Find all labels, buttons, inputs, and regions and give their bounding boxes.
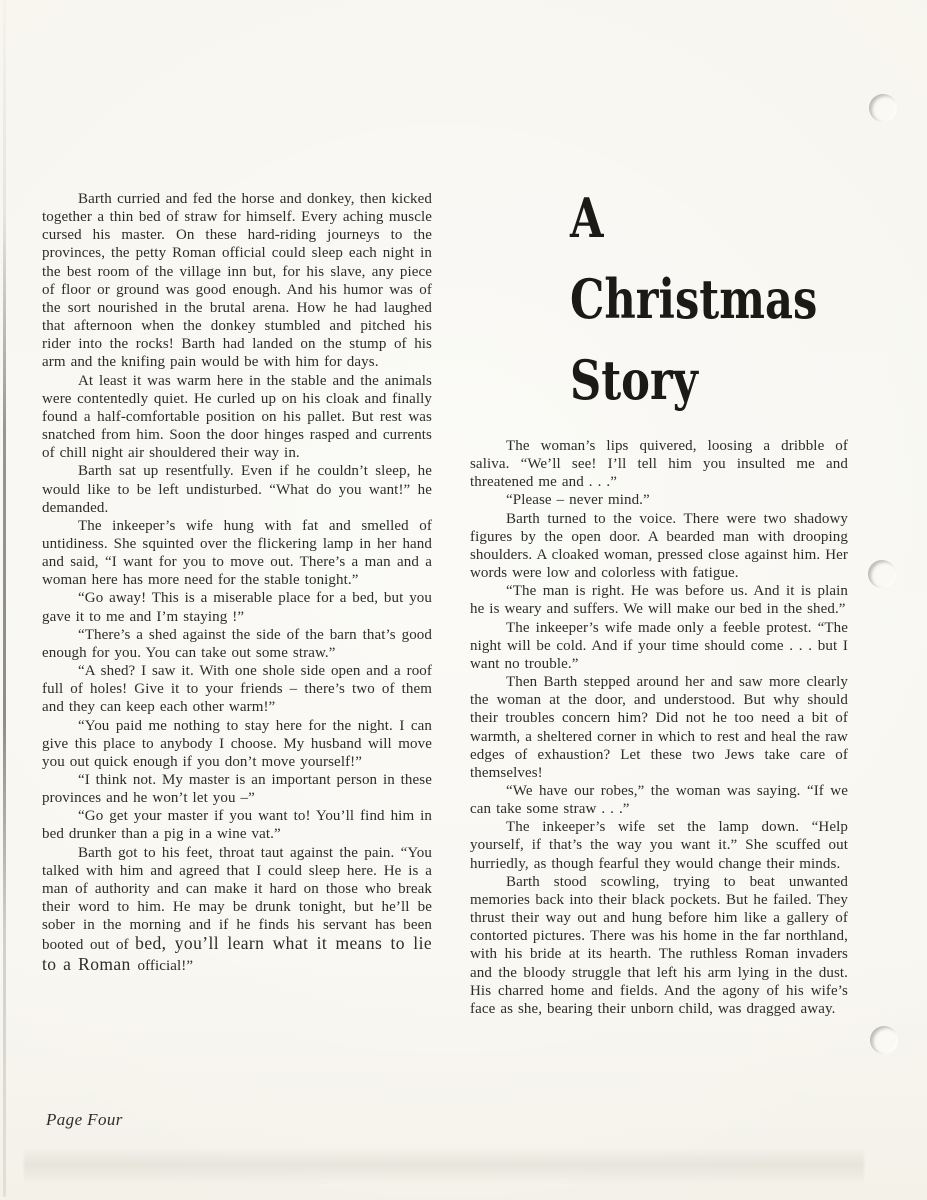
story-paragraph: “A shed? I saw it. With one shole side open and a roof full of holes! Give it to your friends – there’s two of them and they can keep each other warm!”: [42, 663, 432, 716]
story-paragraph: The inkeeper’s wife hung with fat and smelled of untidiness. She squinted over the flickering lamp in her hand and said, “I want for you to move out. There’s a man and a woman here has more need for the stable tonight.”: [42, 517, 432, 589]
story-title-line: A: [570, 186, 604, 250]
punch-hole: [867, 1023, 900, 1056]
story-paragraph: The woman’s lips quivered, loosing a dribble of saliva. “We’ll see! I’ll tell him you insulted me and threatened me and . . .”: [470, 438, 848, 491]
story-paragraph: The inkeeper’s wife made only a feeble protest. “The night will be cold. And if your time should come . . . but I want no trouble.”: [470, 619, 848, 672]
story-right-column: [470, 437, 848, 1018]
story-paragraph: At least it was warm here in the stable and the animals were contentedly quiet. He curled up on his cloak and finally found a half-comfortable position on his pallet. But rest was snatched from him. Soon the door hinges rasped and currents of chill night air shouldered their way in.: [42, 372, 432, 462]
story-title: [570, 178, 817, 421]
pasted-correction-text: bed, you’ll learn what it means to lie to a Roman: [42, 933, 432, 974]
story-text-run: official!”: [137, 957, 194, 974]
story-paragraph: Barth curried and fed the horse and donkey, then kicked together a thin bed of straw for himself. Every aching muscle cursed his master. On these hard-riding journeys to the provinces, the petty Roman official could sleep each night in the best room of the village inn but, for his slave, any piece of floor or ground was good enough. And his humor was of the sort nourished in the brutal arena. How he had laughed that afternoon when the donkey stumbled and pitched his rider into the rocks! Barth had landed on the stump of his arm and the knifing pain would be with him for days.: [42, 191, 432, 371]
story-title-line: Story: [570, 348, 698, 412]
story-paragraph: “Please – never mind.”: [506, 492, 650, 509]
story-paragraph: “I think not. My master is an important person in these provinces and he won’t let you –”: [42, 772, 432, 807]
page-number: Page Four: [46, 1110, 123, 1129]
story-paragraph: “We have our robes,” the woman was saying. “If we can take some straw . . .”: [470, 782, 848, 818]
punch-hole: [865, 557, 898, 590]
punch-hole: [866, 91, 899, 124]
story-paragraph: “You paid me nothing to stay here for the night. I can give this place to anybody I choose. My husband will move you out quick enough if you don’t move yourself!”: [42, 717, 432, 770]
story-paragraph: [42, 844, 432, 975]
story-paragraph: Barth turned to the voice. There were two shadowy figures by the open door. A bearded man with drooping shoulders. A cloaked woman, pressed close against him. Her words were low and colorless with fatigue.: [470, 510, 848, 582]
story-paragraph: Barth stood scowling, trying to beat unwanted memories back into their black pockets. But he failed. They thrust their way out and hung before him like a gallery of contorted pictures. There was his home in the far northland, with his bride at its hearth. The ruthless Roman invaders and the bloody struggle that left his arm lying in the dust. His charred home and fields. And the agony of his wife’s face as she, bearing their unborn child, was dragged away.: [470, 873, 848, 1017]
scan-edge-artifact: [3, 0, 6, 1197]
story-text-run: Barth got to his feet, throat taut against the pain. “You talked with him and agreed that I could sleep here. He is a man of authority and can make it hard on those who break their word to him. He may be drunk tonight, but he’ll be sober in the morning and if he finds his servant has been booted out of: [42, 844, 432, 954]
story-paragraph: Barth sat up resentfully. Even if he couldn’t sleep, he would like to be left undisturbed. “What do you want!” he demanded.: [42, 463, 432, 516]
story-paragraph: The inkeeper’s wife set the lamp down. “Help yourself, if that’s the way you want it.” She scuffed out hurriedly, as though fearful they would change their minds.: [470, 819, 848, 872]
story-title-line: Christmas: [570, 267, 818, 331]
scan-smudge-artifact: [24, 1148, 864, 1184]
story-paragraph: “Go get your master if you want to! You’ll find him in bed drunker than a pig in a wine vat.”: [42, 808, 432, 843]
story-left-column: [42, 190, 432, 975]
story-paragraph: “Go away! This is a miserable place for a bed, but you gave it to me and I’m staying !”: [42, 590, 432, 625]
story-paragraph: “The man is right. He was before us. And it is plain he is weary and suffers. We will make our bed in the shed.”: [470, 583, 848, 618]
story-paragraph: “There’s a shed against the side of the barn that’s good enough for you. You can take out some straw.”: [42, 626, 432, 661]
story-paragraph: Then Barth stepped around her and saw more clearly the woman at the door, and understood. But why should their troubles concern him? Did not he too need a bit of warmth, a sheltered corner in which to rest and heal the raw edges of exhaustion? Let these two Jews take care of themselves!: [470, 674, 848, 781]
